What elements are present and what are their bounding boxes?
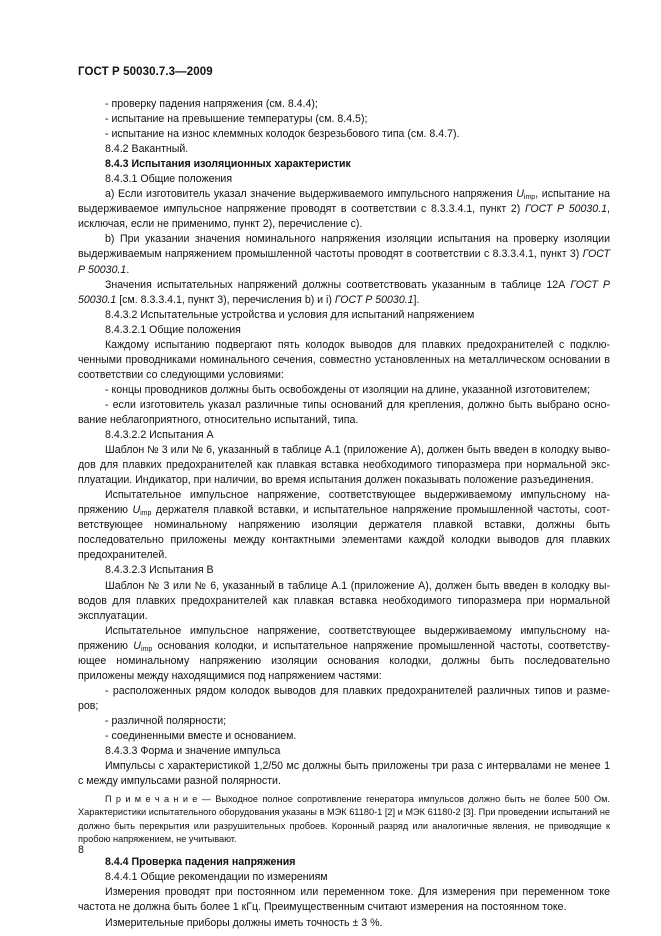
note: П р и м е ч а н и е — Выходное полное сопротивление генератора импульсов должно быть не более 500 Ом. Характеристики испытательного оборудования указаны в МЭК 61180-1 [2] и МЭК 61180-2 [3]. При проведении испытаний не должно быть перекрытия или разрушительных пробоев. Коронный разряд или аналогичные явления, не приводящие к пробою напряжением, не учитывают. xyxy=(78,794,610,845)
symbol: U xyxy=(133,639,141,652)
text: Испытательное импульсное напряжение, соответствующее выдерживаемому импульсному напряжению xyxy=(78,489,610,517)
page-number: 8 xyxy=(78,844,84,856)
subscript: imp xyxy=(140,645,153,653)
text: . xyxy=(126,263,130,276)
paragraph: Импульсы с характеристикой 1,2/50 мс должны быть приложены три раза с интервалами не менее 1 с между импульсами разной полярности. xyxy=(78,760,610,788)
text: основания колодки, и испытательное напряжение промышленной частоты, соответствующее номинальному напряжению изоляции основания колодки, должны быть последовательно приложены между находящимися под напряжением частями: xyxy=(78,639,610,682)
standard-reference: ГОСТ Р 50030.1 xyxy=(334,293,414,306)
text: ]. xyxy=(413,293,420,306)
paragraph xyxy=(78,232,610,277)
paragraph: Измерительные приборы должны иметь точность ± 3 %. xyxy=(105,916,383,929)
section-heading: 8.4.4 Проверка падения напряжения xyxy=(105,856,296,869)
list-item: - проверку падения напряжения (см. 8.4.4); xyxy=(105,98,318,110)
subsection-heading: 8.4.3.2.3 Испытания В xyxy=(105,564,214,577)
text: b) При указании значения номинального напряжения изоляции испытания на проверку изоляции выдерживаемым напряжением промышленной частоты проводят в соответствии с 8.3.3.4.1, пункт 3) xyxy=(78,233,610,261)
list-item: - концы проводников должны быть освобождены от изоляции на длине, указанной изготовителем; xyxy=(105,383,591,396)
list-item: - испытание на превышение температуры (см. 8.4.5); xyxy=(105,113,368,126)
document-header: ГОСТ Р 50030.7.3—2009 xyxy=(78,66,213,78)
paragraph: Шаблон № 3 или № 6, указанный в таблице А.1 (приложение А), должен быть введен в колодку выводов для плавких предохранителей как плавкая вставка необходимого типоразмера при нормальной эксплуатации. xyxy=(78,579,610,622)
subscript: imp xyxy=(523,194,536,202)
paragraph xyxy=(78,624,610,684)
subsection-heading: 8.4.3.2 Испытательные устройства и условия для испытаний напряжением xyxy=(105,308,475,321)
paragraph xyxy=(78,488,610,563)
paragraph: Каждому испытанию подвергают пять колодок выводов для плавких предохранителей с подключенными проводниками номинального сечения, совместно установленных на металлическом основании в соответствии со следующими условиями: xyxy=(78,338,610,381)
text: а) Если изготовитель указал значение выдерживаемого импульсного напряжения xyxy=(105,188,517,201)
symbol: U xyxy=(516,188,524,201)
text: , испытание на выдерживаемое импульсное напряжение проводят в соответствии с 8.3.3.4.1, пункт 2) xyxy=(78,188,610,216)
standard-reference: ГОСТ Р 50030.1 xyxy=(78,278,610,306)
subsection-heading: 8.4.3.2.1 Общие положения xyxy=(105,323,241,336)
standard-reference: ГОСТ Р 50030.1 xyxy=(524,203,608,216)
standard-reference: ГОСТ Р 50030.1 xyxy=(78,248,610,276)
list-item: - испытание на износ клеммных колодок безрезьбового типа (см. 8.4.7). xyxy=(105,128,460,141)
text: , исключая, если не применимо, пункт 2), перечисление с). xyxy=(78,203,610,231)
document-body xyxy=(78,97,610,931)
list-item: - расположенных рядом колодок выводов для плавких предохранителей различных типов и размеров; xyxy=(78,684,610,712)
paragraph: Шаблон № 3 или № 6, указанный в таблице А.1 (приложение А), должен быть введен в колодку выводов для плавких предохранителей как плавкая вставка необходимого типоразмера при нормальной эксплуатации. Индикатор, при наличии, во время испытания должен показывать положение разъединения. xyxy=(78,444,610,487)
paragraph xyxy=(78,278,610,308)
paragraph: Измерения проводят при постоянном или переменном токе. Для измерения при переменном токе частота не должна быть более 1 кГц. Преимущественным считают измерения на постоянном токе. xyxy=(78,886,610,914)
subsection-heading: 8.4.3.3 Форма и значение импульса xyxy=(105,745,281,758)
subscript: imp xyxy=(140,510,152,518)
subsection-heading: 8.4.4.1 Общие рекомендации по измерениям xyxy=(105,871,328,884)
paragraph xyxy=(78,187,610,232)
text: держателя плавкой вставки, и испытательное напряжение промышленной частоты, соответствующее номинальному напряжению изоляции держателя плавкой вставки, должны быть последовательно приложены между контактными элементами каждой колодки выводов для плавких предохранителей. xyxy=(78,504,610,562)
list-item: - различной полярности; xyxy=(105,714,227,727)
text: Испытательное импульсное напряжение, соответствующее выдерживаемому импульсному напряжению xyxy=(78,624,610,652)
text: [см. 8.3.3.4.1, пункт 3), перечисления b) и i) xyxy=(116,293,335,306)
subsection-heading: 8.4.3.2.2 Испытания А xyxy=(105,429,214,442)
section-heading: 8.4.3 Испытания изоляционных характеристик xyxy=(105,158,351,171)
symbol: U xyxy=(132,504,141,517)
text: Значения испытательных напряжений должны соответствовать указанным в таблице 12А xyxy=(105,278,571,291)
subsection-heading: 8.4.3.1 Общие положения xyxy=(105,173,233,186)
list-item: - если изготовитель указал различные типы оснований для крепления, должно быть выбрано основание неблагоприятного, относительно испытаний, типа. xyxy=(78,398,610,426)
section-heading: 8.4.2 Вакантный. xyxy=(105,143,189,156)
list-item: - соединенными вместе и основанием. xyxy=(105,729,297,742)
